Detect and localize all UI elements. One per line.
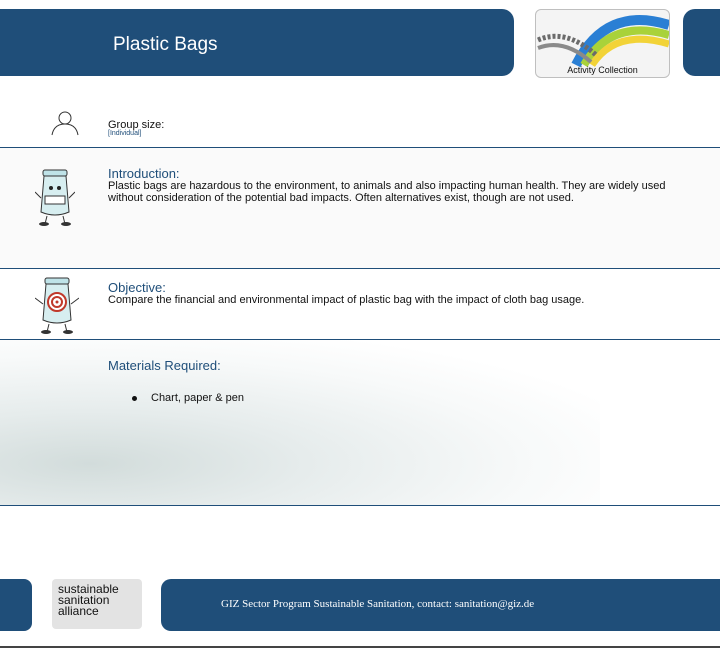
bottle-target-icon — [35, 276, 79, 339]
bottle-character-icon — [35, 168, 75, 231]
page-title: Plastic Bags — [113, 34, 218, 55]
objective-text: Compare the financial and environmental impact of plastic bag with the impact of cloth bag usage. — [108, 294, 585, 306]
ssa-logo — [52, 579, 142, 629]
material-item: Chart, paper & pen — [151, 392, 244, 404]
introduction-heading: Introduction: — [108, 166, 180, 181]
ssa-line: sustainable — [58, 582, 119, 596]
materials-heading: Materials Required: — [108, 358, 221, 373]
header-right-tab — [683, 9, 720, 76]
objective-heading: Objective: — [108, 280, 166, 295]
group-size-value: [Individual] — [108, 130, 142, 137]
footer-left-tab — [0, 579, 32, 631]
introduction-text: Plastic bags are hazardous to the environment, to animals and also impacting human health. They are widely used without consideration of the potential bad impacts. Often alternatives exist, though are not used. — [108, 180, 666, 204]
rainbow-logo-icon — [536, 10, 669, 68]
footer-contact: GIZ Sector Program Sustainable Sanitation, contact: sanitation@giz.de — [221, 598, 535, 610]
group-size-label: Group size: — [108, 119, 165, 131]
divider — [0, 268, 720, 269]
person-outline-icon — [50, 110, 80, 141]
activity-collection-logo — [535, 9, 670, 78]
materials-watercolor-bg — [0, 340, 600, 505]
ssa-line: sanitation — [58, 593, 110, 607]
bullet-icon — [132, 396, 137, 401]
ssa-line: alliance — [58, 604, 99, 618]
page-bottom-border — [0, 646, 720, 648]
logo-caption: Activity Collection — [567, 65, 638, 75]
list-item — [132, 392, 244, 404]
header-bar — [0, 9, 514, 76]
divider — [0, 505, 720, 506]
footer-bar — [161, 579, 720, 631]
